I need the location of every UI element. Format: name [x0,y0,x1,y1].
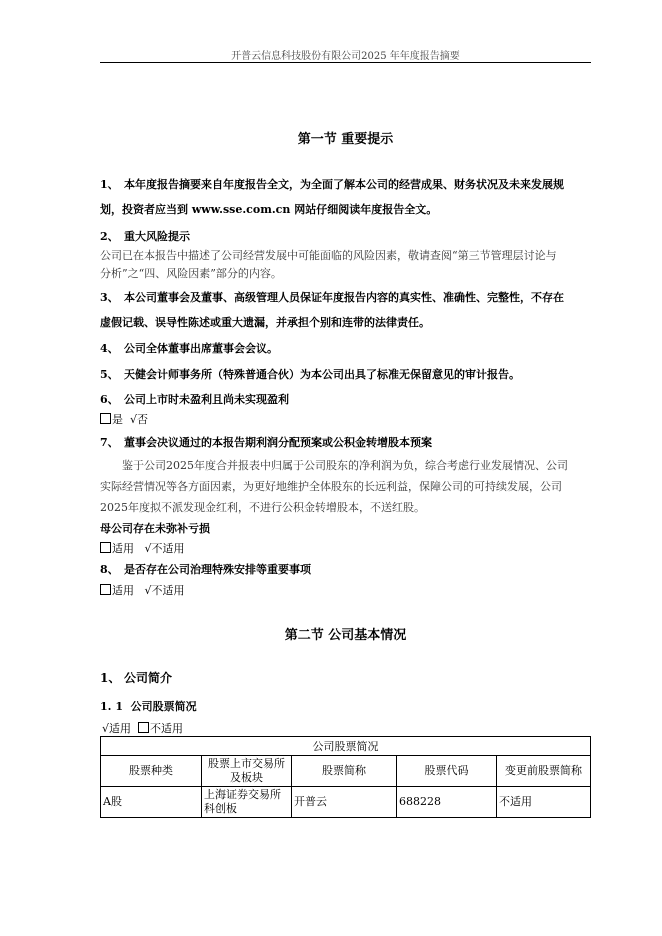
check-mark-icon: √ [102,722,110,735]
checkbox-yes [100,413,111,424]
sub11-num: 1. 1 [100,700,123,713]
header-stock-name: 股票简称 [292,756,397,787]
item1-line2: 划，投资者应当到 www.sse.com.cn 网站仔细阅读年度报告全文。 [100,203,438,216]
item7-num: 7、 [100,436,119,449]
sub11-heading: 1. 1 公司股票简况 [100,700,197,713]
cell-stock-code: 688228 [397,787,497,818]
sub1-heading: 1、 公司简介 [100,671,173,685]
item7-options: 适用 √不适用 [100,540,185,556]
header-stock-code: 股票代码 [397,756,497,787]
item7-heading: 7、 董事会决议通过的本报告期利润分配预案或公积金转增股本预案 [100,436,432,449]
item7-para-line1: 鉴于公司2025年度合并报表中归属于公司股东的净利润为负，综合考虑行业发展情况、公司 [122,459,568,472]
section2-title: 第二节 公司基本情况 [284,628,407,643]
item2-num: 2、 [100,230,119,243]
item6-num: 6、 [100,393,119,406]
header-former-name: 变更前股票简称 [497,756,591,787]
item1-line1: 1、 本年度报告摘要来自年度报告全文，为全面了解本公司的经营成果、财务状况及未来发展规 [100,178,564,191]
sub11-options: √适用 不适用 [102,722,184,735]
cell-stock-name: 开普云 [292,787,397,818]
item3-num: 3、 [100,291,119,304]
header-stock-type: 股票种类 [101,756,202,787]
table-header-row [101,756,591,787]
header-exchange: 股票上市交易所 及板块 [202,756,292,787]
item7-para-line3: 2025年度拟不派发现金红利，不进行公积金转增股本，不送红股。 [100,501,425,514]
item2-line2: 分析”之“四、风险因素”部分的内容。 [100,267,282,280]
sub1-num: 1、 [100,671,121,685]
item2-heading: 2、 重大风险提示 [100,230,190,243]
table-caption: 公司股票简况 [101,737,591,756]
table-row [101,787,591,818]
item6: 6、 公司上市时未盈利且尚未实现盈利 [100,393,289,406]
checkbox-applicable [100,542,111,553]
item7-subtitle: 母公司存在未弥补亏损 [100,522,210,535]
item7-para-line2: 实际经营情况等各方面因素，为更好地维护全体股东的长远利益，保障公司的可持续发展，公司 [100,480,562,493]
check-mark-icon: √ [144,542,152,555]
check-mark-icon: √ [144,584,152,597]
item8: 8、 是否存在公司治理特殊安排等重要事项 [100,563,311,576]
cell-stock-type: A股 [101,787,202,818]
item4: 4、 公司全体董事出席董事会会议。 [100,342,278,355]
checkbox-not-applicable [138,722,149,733]
stock-info-table [100,736,591,818]
item2-line1: 公司已在本报告中描述了公司经营发展中可能面临的风险因素，敬请查阅“第三节管理层讨论与 [100,249,557,262]
header-divider [100,62,591,63]
item8-options: 适用 √不适用 [100,582,185,598]
item3-line1: 3、 本公司董事会及董事、高级管理人员保证年度报告内容的真实性、准确性、完整性，不存在 [100,291,564,304]
item1-num: 1、 [100,178,119,191]
cell-former-name: 不适用 [497,787,591,818]
page-header: 开普云信息科技股份有限公司2025 年年度报告摘要 [231,51,460,62]
item6-options [100,411,148,427]
section1-title: 第一节 重要提示 [297,132,394,147]
item8-num: 8、 [100,563,119,576]
item5-num: 5、 [100,368,119,381]
option-yes-label: 是 [112,413,123,426]
item5: 5、 天健会计师事务所（特殊普通合伙）为本公司出具了标准无保留意见的审计报告。 [100,368,520,381]
item4-num: 4、 [100,342,119,355]
item3-line2: 虚假记载、误导性陈述或重大遗漏，并承担个别和连带的法律责任。 [100,316,430,329]
check-mark-icon: √ [130,413,138,426]
option-no-label: 否 [137,413,149,426]
checkbox-applicable [100,584,111,595]
cell-exchange: 上海证券交易所 科创板 [202,787,292,818]
